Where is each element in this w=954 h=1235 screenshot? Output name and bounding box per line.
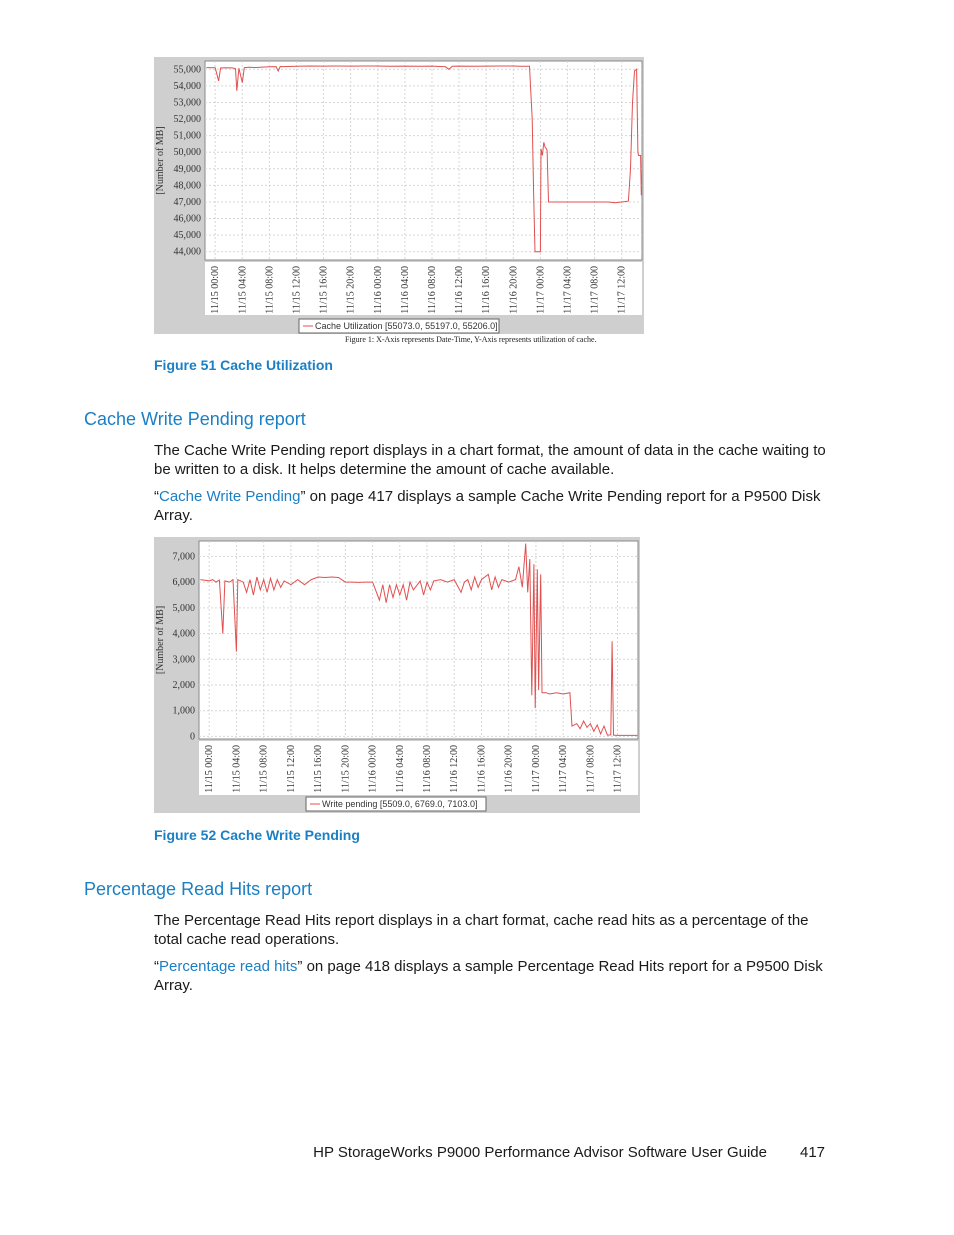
x-tick-label: 11/15 20:00: [345, 266, 357, 314]
x-tick-label: 11/16 04:00: [399, 266, 411, 314]
y-tick-label: 48,000: [173, 180, 201, 192]
x-tick-label: 11/17 12:00: [616, 266, 628, 314]
quote-open: “: [154, 958, 159, 975]
paragraph-rest: ” on page 418 displays a sample Percentage Read Hits report for a P9500 Disk Array.: [154, 958, 823, 994]
footer-page-number: 417: [800, 1144, 826, 1161]
x-tick-label: 11/17 08:00: [589, 266, 601, 314]
cache-utilization-chart: [154, 57, 644, 334]
y-tick-label: 4,000: [172, 628, 195, 640]
paragraph-rest: ” on page 417 displays a sample Cache Write Pending report for a P9500 Disk Array.: [154, 488, 821, 524]
y-tick-label: 46,000: [173, 213, 201, 225]
x-tick-label: 11/15 00:00: [204, 745, 216, 793]
y-tick-label: 54,000: [173, 80, 201, 92]
x-tick-label: 11/15 00:00: [210, 266, 222, 314]
section-heading-cache-write-pending: Cache Write Pending report: [84, 409, 306, 429]
y-axis-label: [Number of MB]: [155, 126, 166, 195]
y-tick-label: 45,000: [173, 230, 201, 242]
y-tick-label: 52,000: [173, 114, 201, 126]
section-1-paragraph-2: [154, 487, 834, 525]
x-tick-label: 11/17 00:00: [535, 266, 547, 314]
x-tick-label: 11/15 12:00: [291, 266, 303, 314]
legend-label: Cache Utilization [55073.0, 55197.0, 55206.0]: [315, 321, 498, 331]
y-tick-label: 47,000: [173, 196, 201, 208]
x-tick-label: 11/15 20:00: [340, 745, 352, 793]
y-tick-label: 2,000: [172, 680, 195, 691]
x-tick-label: 11/17 04:00: [562, 266, 574, 314]
figure-51-caption: Figure 51 Cache Utilization: [154, 357, 333, 373]
y-tick-label: 51,000: [173, 130, 201, 142]
x-tick-label: 11/16 16:00: [476, 745, 488, 793]
xref-percentage-read-hits-link[interactable]: Percentage read hits: [159, 958, 298, 975]
y-tick-label: 50,000: [173, 147, 201, 159]
x-tick-label: 11/15 12:00: [285, 745, 297, 793]
x-tick-label: 11/16 12:00: [449, 745, 461, 793]
y-tick-label: 3,000: [172, 654, 195, 666]
section-2-paragraph-2: [154, 957, 834, 995]
x-tick-label: 11/16 12:00: [454, 266, 466, 314]
cache-write-pending-chart-svg: [154, 537, 640, 813]
footer-guide-title: HP StorageWorks P9000 Performance Advisor Software User Guide: [313, 1144, 767, 1161]
cache-write-pending-chart: [154, 537, 640, 813]
y-tick-label: 1,000: [172, 705, 195, 717]
x-tick-label: 11/16 00:00: [372, 266, 384, 314]
x-tick-label: 11/15 04:00: [237, 266, 249, 314]
cache-utilization-chart-svg: [154, 57, 644, 334]
figure-52-caption: Figure 52 Cache Write Pending: [154, 827, 360, 843]
x-tick-label: 11/16 04:00: [394, 745, 406, 793]
x-tick-label: 11/15 16:00: [313, 745, 325, 793]
x-tick-label: 11/16 20:00: [503, 745, 515, 793]
y-axis-label: [Number of MB]: [155, 605, 166, 675]
y-tick-label: 0: [190, 731, 195, 743]
legend-label: Write pending [5509.0, 6769.0, 7103.0]: [322, 799, 478, 809]
x-tick-label: 11/16 08:00: [426, 266, 438, 314]
x-tick-label: 11/16 00:00: [367, 745, 379, 793]
x-tick-label: 11/15 16:00: [318, 266, 330, 314]
y-tick-label: 5,000: [172, 602, 195, 614]
x-tick-label: 11/17 08:00: [585, 745, 597, 793]
x-tick-label: 11/17 00:00: [530, 745, 542, 793]
x-tick-label: 11/16 08:00: [422, 745, 434, 793]
y-tick-label: 55,000: [173, 64, 201, 76]
x-tick-label: 11/15 08:00: [258, 745, 270, 793]
xref-cache-write-pending-link[interactable]: Cache Write Pending: [159, 488, 301, 505]
x-tick-label: 11/15 08:00: [264, 266, 276, 314]
y-tick-label: 53,000: [173, 97, 201, 109]
x-tick-label: 11/17 12:00: [612, 745, 624, 793]
section-2-paragraph-1: The Percentage Read Hits report displays in a chart format, cache read hits as a percentage of the total cache read operations.: [154, 912, 809, 948]
section-heading-percentage-read-hits: Percentage Read Hits report: [84, 879, 313, 899]
quote-open: “: [154, 488, 159, 505]
y-tick-label: 6,000: [172, 577, 195, 589]
figure-51-note: Figure 1: X-Axis represents Date-Time, Y-Axis represents utilization of cache.: [345, 335, 597, 344]
x-tick-label: 11/16 20:00: [508, 266, 520, 314]
y-tick-label: 49,000: [173, 163, 201, 175]
y-tick-label: 44,000: [173, 246, 201, 258]
plot-area: [199, 541, 638, 739]
x-tick-label: 11/16 16:00: [481, 266, 493, 314]
plot-area: [205, 61, 642, 260]
x-tick-label: 11/17 04:00: [558, 745, 570, 793]
section-1-paragraph-1: The Cache Write Pending report displays in a chart format, the amount of data in the cache waiting to be written to a disk. It helps determine the amount of cache available.: [154, 442, 826, 478]
y-tick-label: 7,000: [172, 551, 195, 563]
x-tick-label: 11/15 04:00: [231, 745, 243, 793]
